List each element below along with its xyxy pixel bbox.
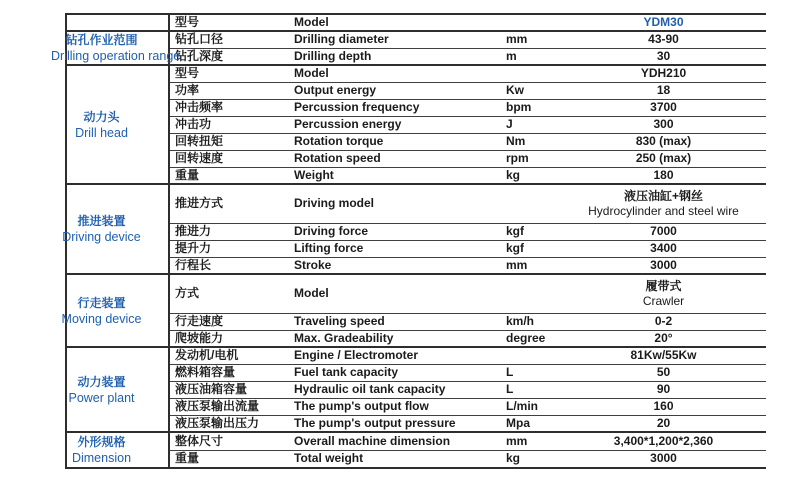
param-unit: Mpa — [506, 415, 530, 430]
param-name-zh: 钻孔口径 — [169, 31, 289, 48]
value-text: 20 — [656, 415, 671, 430]
param-name-zh: 行程长 — [175, 257, 212, 272]
param-value — [561, 223, 766, 240]
param-unit: kg — [506, 167, 521, 182]
spec-row — [66, 415, 766, 432]
spec-row — [66, 274, 766, 313]
param-name-zh: 回转扭矩 — [169, 133, 289, 150]
value-text: 3000 — [650, 451, 677, 466]
param-value — [561, 432, 766, 450]
value-subtext: Hydrocylinder and steel wire — [588, 203, 739, 218]
value-text: 180 — [653, 167, 674, 182]
value-text: 160 — [653, 399, 674, 413]
param-unit — [501, 14, 561, 31]
spec-row — [66, 184, 766, 223]
spec-row — [66, 257, 766, 274]
param-unit — [501, 274, 561, 313]
param-value — [561, 65, 766, 82]
category-name-en: Driving device — [62, 230, 141, 244]
value-text: 43-90 — [648, 32, 679, 47]
param-name-zh: 回转速度 — [169, 150, 289, 167]
param-unit: Kw — [501, 82, 561, 99]
param-name-en: Overall machine dimension — [289, 432, 501, 450]
param-unit — [501, 65, 561, 82]
category-cell-driving-device — [62, 184, 169, 274]
param-name-zh: 型号 — [169, 65, 289, 82]
param-value — [561, 450, 766, 468]
spec-row — [66, 398, 766, 415]
param-name-zh: 提升力 — [169, 240, 289, 257]
param-name-zh: 重量 — [175, 451, 200, 466]
spec-row — [66, 450, 766, 468]
param-name-en: The pump's output pressure — [294, 415, 456, 430]
param-name-en: Rotation torque — [289, 133, 501, 150]
value-text: 18 — [656, 83, 671, 97]
param-value — [561, 274, 766, 313]
param-name-en: The pump's output flow — [289, 398, 501, 415]
category-name-zh: 钻孔作业范围 — [65, 33, 138, 47]
value-text: 830 (max) — [635, 134, 692, 148]
value-text: 3400 — [650, 241, 677, 255]
param-name-en: Engine / Electromoter — [289, 347, 501, 364]
value-text: 50 — [656, 365, 671, 379]
param-name-en: Stroke — [294, 257, 332, 272]
param-unit: Nm — [501, 133, 561, 150]
spec-row — [66, 240, 766, 257]
section-model — [66, 14, 766, 31]
value-text: 3700 — [650, 100, 677, 114]
param-name-en: Model — [289, 65, 501, 82]
param-name-zh: 推进力 — [169, 223, 289, 240]
spec-row — [66, 330, 766, 347]
category-cell-power-plant — [66, 347, 169, 432]
param-name-en: Driving force — [289, 223, 501, 240]
category-cell-drilling-operation-range — [51, 31, 181, 65]
spec-row — [66, 167, 766, 184]
param-name-en: Model — [294, 15, 329, 29]
param-unit: mm — [506, 257, 528, 272]
spec-row — [66, 364, 766, 381]
param-name-en: Total weight — [294, 451, 364, 466]
param-name-zh: 推进方式 — [169, 184, 289, 223]
value-text: 20° — [654, 330, 673, 345]
param-unit: kgf — [501, 240, 561, 257]
param-unit: degree — [506, 330, 546, 345]
param-value — [561, 415, 766, 432]
param-name-zh: 爬坡能力 — [175, 330, 224, 345]
spec-row — [66, 133, 766, 150]
param-name-zh: 钻孔深度 — [175, 48, 224, 63]
param-value — [561, 150, 766, 167]
spec-row — [66, 14, 766, 31]
param-name-zh: 冲击频率 — [169, 99, 289, 116]
spec-row — [66, 223, 766, 240]
param-value — [561, 99, 766, 116]
value-subtext: Crawler — [642, 293, 685, 308]
param-name-zh: 冲击功 — [169, 116, 289, 133]
param-unit: kgf — [501, 223, 561, 240]
spec-row — [66, 31, 766, 48]
category-name-zh: 动力装置 — [77, 374, 126, 389]
param-name-en: Drilling depth — [294, 48, 372, 63]
param-name-zh: 液压泵输出压力 — [175, 415, 260, 430]
param-value — [561, 133, 766, 150]
value-text: 7000 — [650, 224, 677, 238]
value-text: 300 — [653, 117, 674, 131]
param-name-en: Fuel tank capacity — [289, 364, 501, 381]
value-text: 3,400*1,200*2,360 — [613, 433, 714, 448]
param-unit: bpm — [501, 99, 561, 116]
param-value — [561, 347, 766, 364]
param-value — [561, 330, 766, 347]
category-name-zh: 动力头 — [83, 109, 120, 124]
param-unit: L/min — [501, 398, 561, 415]
param-value — [561, 116, 766, 133]
param-value — [561, 381, 766, 398]
value-text: 30 — [656, 48, 671, 63]
param-name-en: Hydraulic oil tank capacity — [289, 381, 501, 398]
value-text: 液压油缸+钢丝 — [623, 188, 703, 203]
param-name-en: Rotation speed — [289, 150, 501, 167]
value-text: 0-2 — [654, 314, 673, 328]
section-drilling-operation-range — [51, 31, 766, 65]
category-name-en: Moving device — [61, 311, 142, 326]
param-unit — [501, 184, 561, 223]
value-text: YDM30 — [643, 15, 684, 29]
param-unit: mm — [501, 432, 561, 450]
param-value — [561, 313, 766, 330]
param-unit: L — [501, 381, 561, 398]
param-unit: m — [506, 48, 517, 63]
spec-row — [66, 432, 766, 450]
param-value — [561, 82, 766, 99]
param-unit: L — [501, 364, 561, 381]
param-name-zh: 方式 — [169, 274, 289, 313]
spec-row — [66, 150, 766, 167]
param-value — [561, 257, 766, 274]
spec-row — [66, 82, 766, 99]
value-text: 履带式 — [645, 278, 682, 293]
param-unit: J — [501, 116, 561, 133]
spec-row — [66, 116, 766, 133]
category-cell-drill-head — [66, 65, 169, 184]
param-name-zh: 燃料箱容量 — [169, 364, 289, 381]
param-name-zh: 发动机/电机 — [169, 347, 289, 364]
param-value — [561, 48, 766, 65]
category-name-zh: 推进装置 — [77, 214, 126, 228]
spec-table — [51, 13, 766, 469]
param-name-en: Lifting force — [289, 240, 501, 257]
category-name-en: Power plant — [68, 390, 135, 405]
category-cell-moving-device — [61, 274, 169, 347]
param-value — [561, 31, 766, 48]
section-drill-head — [66, 65, 766, 184]
param-name-zh: 整体尺寸 — [169, 432, 289, 450]
param-value — [561, 398, 766, 415]
param-value — [561, 240, 766, 257]
spec-row — [66, 313, 766, 330]
param-name-en: Driving model — [289, 184, 501, 223]
spec-row — [66, 65, 766, 82]
value-text: 250 (max) — [635, 151, 692, 165]
section-dimension — [66, 432, 766, 468]
param-name-en: Output energy — [289, 82, 501, 99]
param-unit — [501, 347, 561, 364]
section-driving-device — [62, 184, 766, 274]
category-cell-model — [66, 14, 169, 31]
section-moving-device — [61, 274, 766, 347]
value-text: 3000 — [650, 257, 677, 272]
param-name-zh: 功率 — [169, 82, 289, 99]
category-cell-dimension — [66, 432, 169, 468]
param-unit: mm — [501, 31, 561, 48]
spec-row — [66, 99, 766, 116]
param-value — [561, 184, 766, 223]
param-name-zh: 行走速度 — [169, 313, 289, 330]
category-name-en: Drilling operation range — [51, 49, 181, 63]
param-name-en: Traveling speed — [289, 313, 501, 330]
value-text: YDH210 — [640, 66, 687, 81]
param-name-en: Max. Gradeability — [294, 330, 394, 345]
param-name-en: Percussion energy — [289, 116, 501, 133]
param-name-en: Drilling diameter — [289, 31, 501, 48]
param-name-en: Model — [289, 274, 501, 313]
spec-row — [66, 381, 766, 398]
param-name-zh: 液压泵输出流量 — [169, 398, 289, 415]
category-name-en: Dimension — [71, 451, 132, 465]
category-name-zh: 外形规格 — [77, 435, 126, 449]
category-name-en: Drill head — [75, 125, 128, 140]
param-name-zh: 液压油箱容量 — [169, 381, 289, 398]
param-name-en: Weight — [294, 167, 334, 182]
param-unit: rpm — [501, 150, 561, 167]
spec-row — [66, 347, 766, 364]
section-power-plant — [66, 347, 766, 432]
value-text: 90 — [656, 382, 671, 396]
param-value — [561, 167, 766, 184]
param-name-zh: 型号 — [175, 15, 200, 29]
param-value — [561, 14, 766, 31]
category-name-zh: 行走装置 — [77, 295, 126, 310]
value-text: 81Kw/55Kw — [630, 348, 697, 363]
param-unit: km/h — [501, 313, 561, 330]
param-unit: kg — [506, 451, 521, 466]
param-value — [561, 364, 766, 381]
param-name-zh: 重量 — [175, 167, 200, 182]
param-name-en: Percussion frequency — [289, 99, 501, 116]
